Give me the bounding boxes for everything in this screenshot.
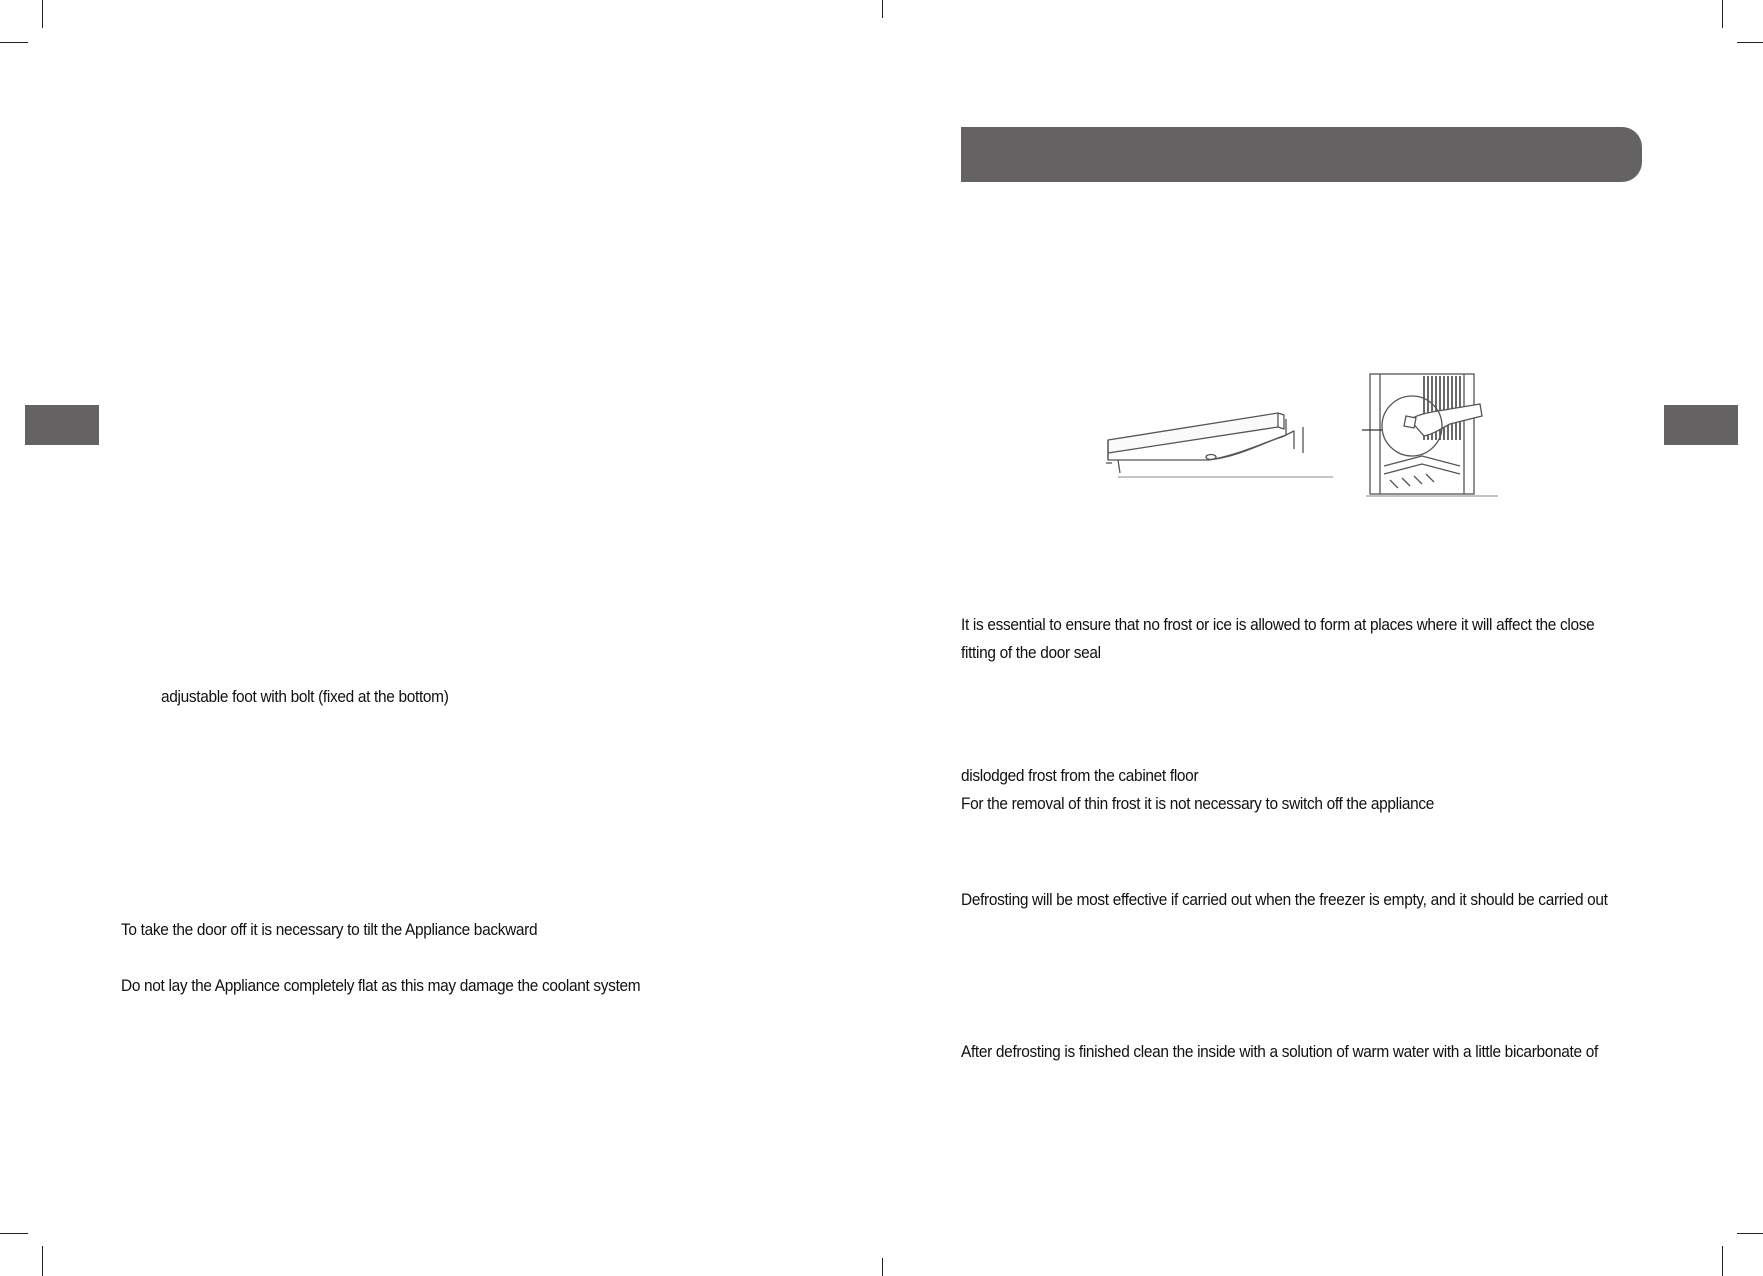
after-defrost-text: After defrosting is finished clean the inside with a solution of warm water with a little bicarbonate of: [961, 1042, 1598, 1061]
right-side-tab: [1664, 405, 1738, 445]
door-tilt-text: To take the door off it is necessary to tilt the Appliance backward: [121, 920, 538, 939]
dislodged-text: dislodged frost from the cabinet floor: [961, 766, 1199, 785]
defrost-effective-text: Defrosting will be most effective if carried out when the freezer is empty, and it should be carried out: [961, 890, 1608, 909]
section-header-bar: [961, 127, 1642, 182]
foot-label: adjustable foot with bolt (fixed at the bottom): [161, 687, 449, 706]
crop-mark: [42, 0, 43, 28]
crop-mark: [882, 1258, 883, 1276]
crop-mark: [1722, 1246, 1723, 1276]
crop-mark: [0, 1233, 28, 1234]
crop-mark: [42, 1246, 43, 1276]
crop-mark: [1722, 0, 1723, 28]
frost-text-line2: fitting of the door seal: [961, 643, 1101, 662]
freezer-scraper-illustration: [1362, 370, 1502, 500]
crop-mark: [1737, 1233, 1763, 1234]
frost-text-line1: It is essential to ensure that no frost or ice is allowed to form at places where it will affect the close: [961, 615, 1595, 634]
crop-mark: [1737, 42, 1763, 43]
flat-warning-text: Do not lay the Appliance completely flat as this may damage the coolant system: [121, 976, 641, 995]
thin-frost-text: For the removal of thin frost it is not necessary to switch off the appliance: [961, 794, 1435, 813]
crop-mark: [0, 42, 28, 43]
crop-mark: [882, 0, 883, 18]
left-side-tab: [25, 405, 99, 445]
drip-tray-illustration: [1098, 385, 1338, 500]
